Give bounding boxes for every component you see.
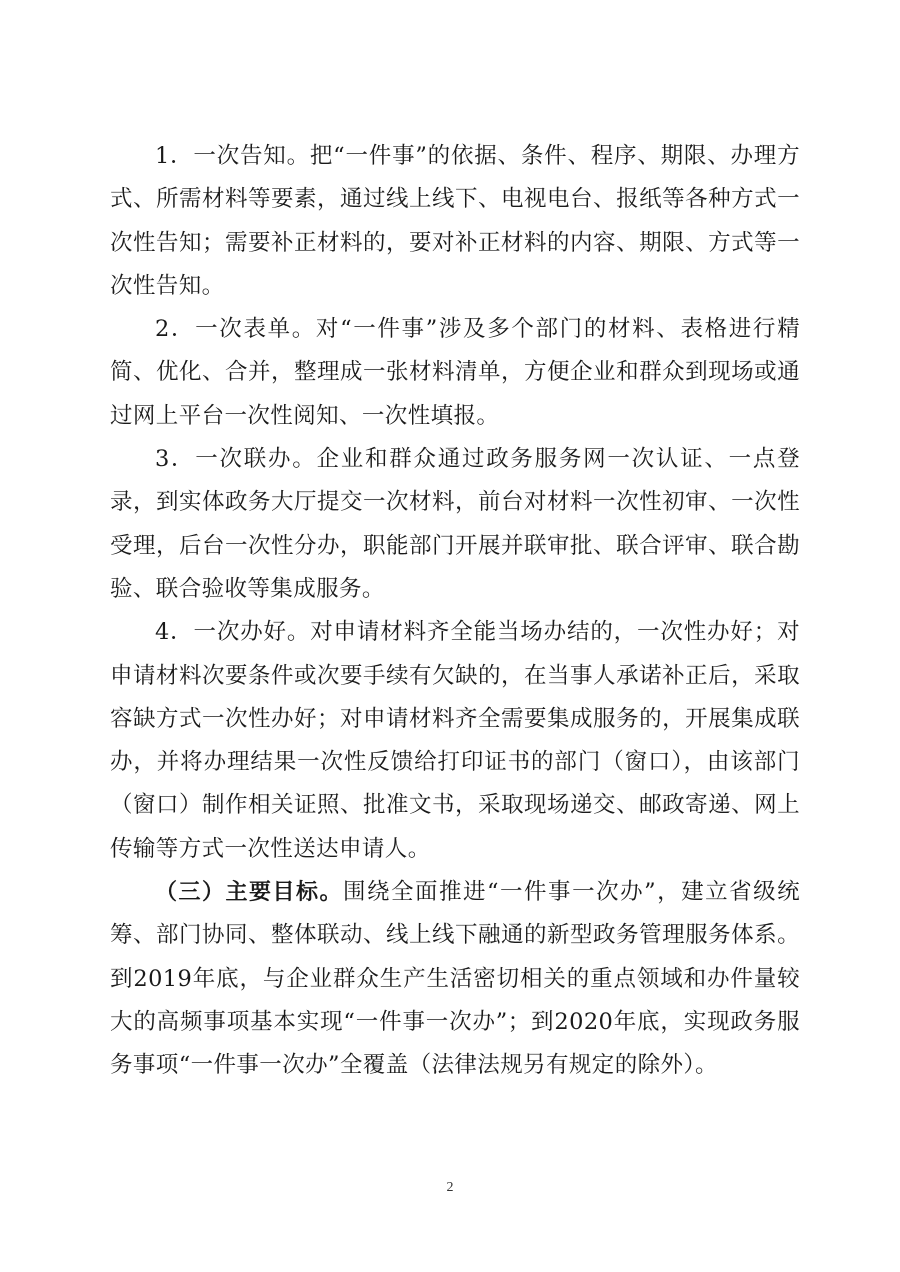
main-goals-heading: （三）主要目标。: [155, 880, 344, 906]
main-goals-text: 围绕全面推进“一件事一次办”，建立省级统筹、部门协同、整体联动、线上线下融通的新型政务管理服务体系。到2019年底，与企业群众生产生活密切相关的重点领域和办件量较大的高频事项基本实现“一件事一次办”；到2020年底，实现政务服务事项“一件事一次办”全覆盖（法律法规另有规定的除外）。: [110, 879, 800, 1079]
paragraph-one-time-completion: 4．一次办好。对申请材料齐全能当场办结的，一次性办好；对申请材料次要条件或次要手续有欠缺的，在当事人承诺补正后，采取容缺方式一次性办好；对申请材料齐全需要集成服务的，开展集成联办，并将办理结果一次性反馈给打印证书的部门（窗口），由该部门（窗口）制作相关证照、批准文书，采取现场递交、邮政寄递、网上传输等方式一次性送达申请人。: [110, 619, 800, 862]
paragraph-one-time-joint-handling: 3．一次联办。企业和群众通过政务服务网一次认证、一点登录，到实体政务大厅提交一次材料，前台对材料一次性初审、一次性受理，后台一次性分办，职能部门开展并联审批、联合评审、联合勘验、联合验收等集成服务。: [110, 446, 800, 602]
paragraph-main-goals: [110, 871, 800, 1087]
paragraph-one-time-notification: 1．一次告知。把“一件事”的依据、条件、程序、期限、办理方式、所需材料等要素，通过线上线下、电视电台、报纸等各种方式一次性告知；需要补正材料的，要对补正材料的内容、期限、方式等一次性告知。: [110, 143, 800, 299]
document-body: [110, 135, 800, 1088]
paragraph-one-time-form: 2．一次表单。对“一件事”涉及多个部门的材料、表格进行精简、优化、合并，整理成一张材料清单，方便企业和群众到现场或通过网上平台一次性阅知、一次性填报。: [110, 316, 800, 429]
page-number: 2: [446, 1180, 454, 1195]
